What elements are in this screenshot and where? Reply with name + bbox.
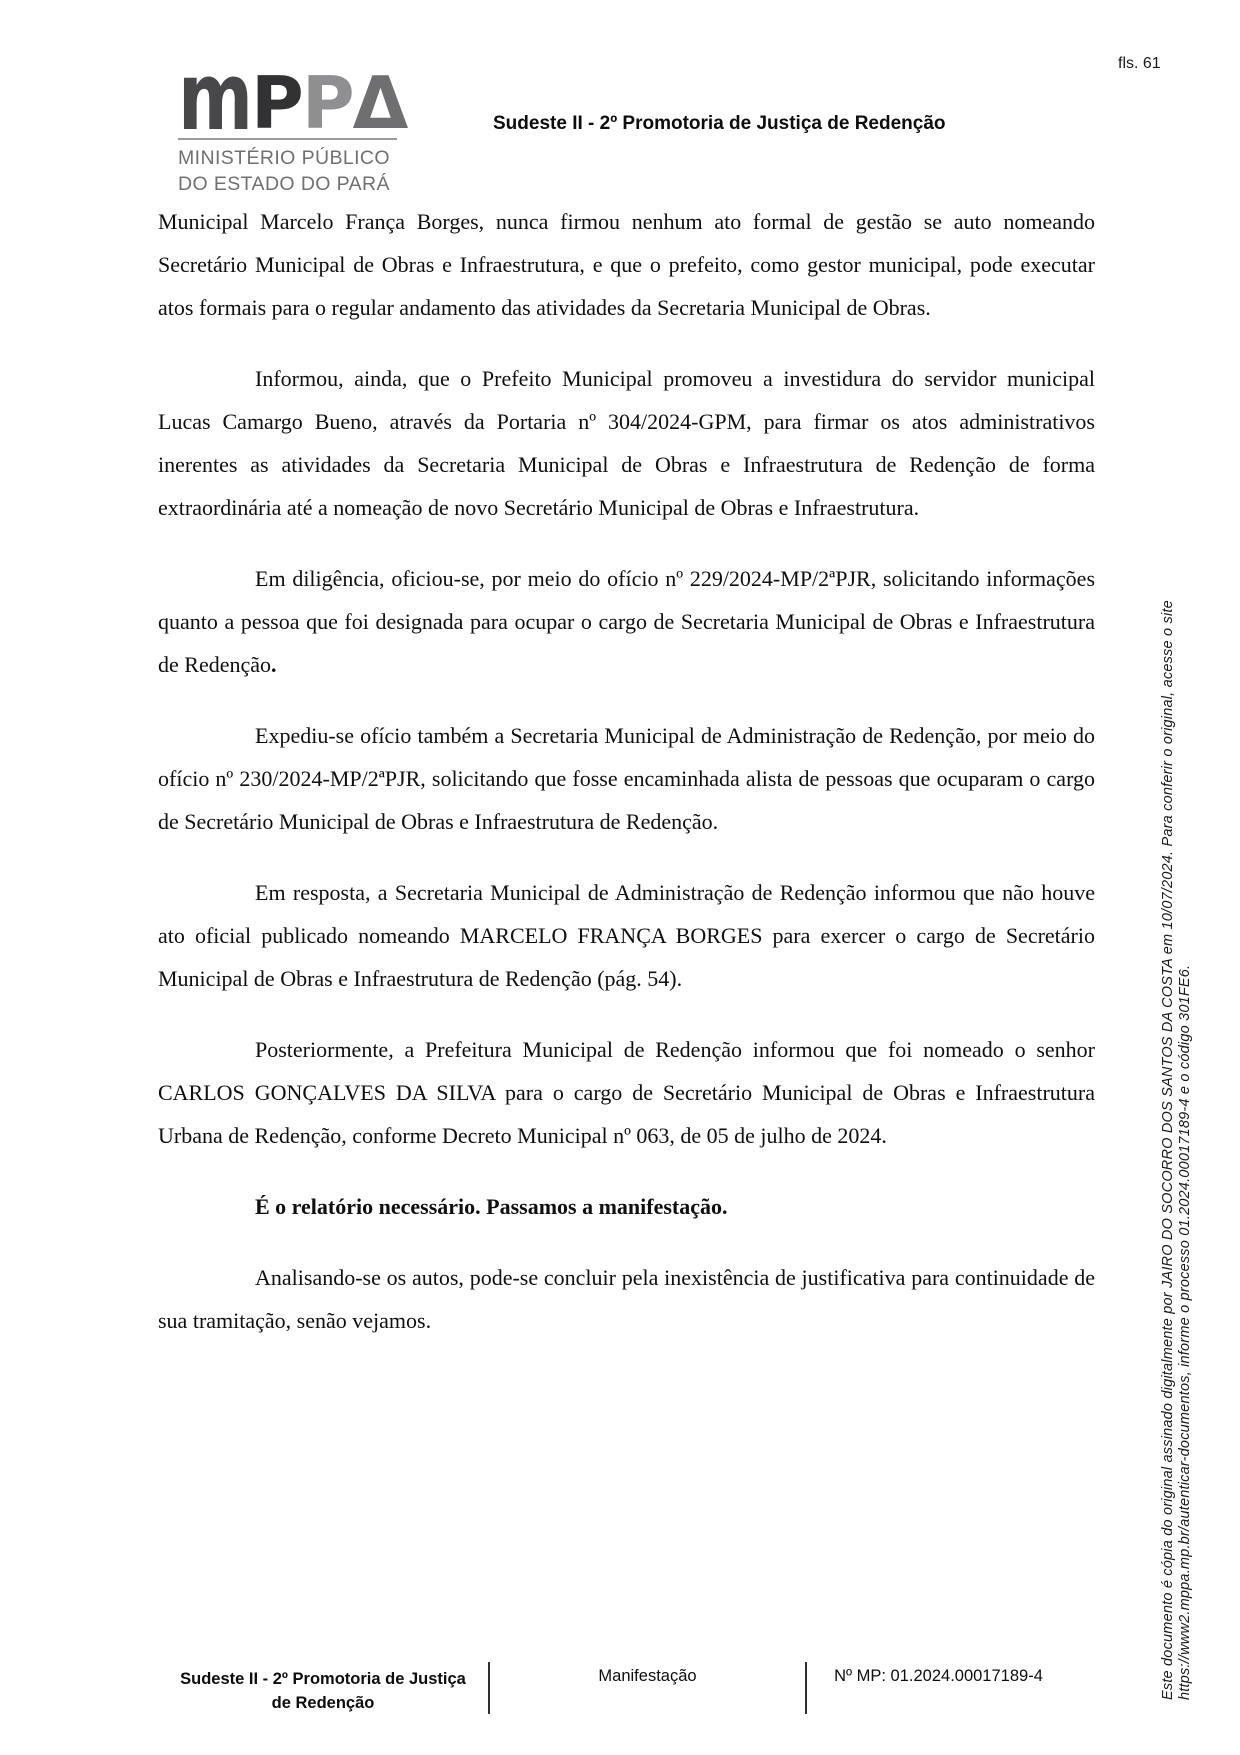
paragraph: Em diligência, oficiou-se, por meio do ofício nº 229/2024-MP/2ªPJR, solicitando informações quanto a pessoa que foi designada para ocupar o cargo de Secretaria Municipal de Obras e Infraestrutura de Redenção. <box>158 566 1095 677</box>
paragraph: Expediu-se ofício também a Secretaria Municipal de Administração de Redenção, por meio do ofício nº 230/2024-MP/2ªPJR, solicitando que fosse encaminhada alista de pessoas que ocuparam o cargo de Secretário Municipal de Obras e Infraestrutura de Redenção. <box>158 723 1095 834</box>
paragraph: É o relatório necessário. Passamos a manifestação. <box>255 1194 728 1219</box>
mppa-logo <box>178 41 407 197</box>
logo-letter: P <box>251 61 302 145</box>
logo-caption-line1: MINISTÉRIO PÚBLICO <box>178 147 390 169</box>
paragraph: Posteriormente, a Prefeitura Municipal de Redenção informou que foi nomeado o senhor CARLOS GONÇALVES DA SILVA para o cargo de Secretário Municipal de Obras e Infraestrutura Urbana de Redenção, conforme Decreto Municipal nº 063, de 05 de julho de 2024. <box>158 1037 1095 1148</box>
page-title: Sudeste II - 2º Promotoria de Justiça de Redenção <box>493 113 946 134</box>
footer-promotoria-line1: Sudeste II - 2º Promotoria de Justiça <box>180 1670 466 1688</box>
logo-letter: m <box>178 41 252 151</box>
paragraph: Analisando-se os autos, pode-se concluir pela inexistência de justificativa para continuidade de sua tramitação, senão vejamos. <box>158 1265 1095 1333</box>
authentication-note-line2: https://www2.mppa.mp.br/autenticar-documentos, informe o processo 01.2024.00017189-4 e o código 301FE6. <box>1177 964 1193 1700</box>
authentication-note <box>1160 380 1194 1700</box>
paragraph: Em resposta, a Secretaria Municipal de Administração de Redenção informou que não houve ato oficial publicado nomeando MARCELO FRANÇA BORGES para exercer o cargo de Secretário Municipal de Obras e Infraestrutura de Redenção (pág. 54). <box>158 880 1095 991</box>
folio-number: fls. 61 <box>1118 55 1161 72</box>
logo-letter: P <box>301 61 353 145</box>
footer-promotoria-line2: de Redenção <box>271 1694 375 1712</box>
mppa-logo-word <box>178 41 407 151</box>
paragraph: Informou, ainda, que o Prefeito Municipal promoveu a investidura do servidor municipal Lucas Camargo Bueno, através da Portaria nº 304/2024-GPM, para firmar os atos administrativos inerentes as atividades da Secretaria Municipal de Obras e Infraestrutura de Redenção de forma extraordinária até a nomeação de novo Secretário Municipal de Obras e Infraestrutura. <box>158 366 1095 520</box>
footer <box>158 1662 1074 1715</box>
document-body <box>158 200 1095 1370</box>
logo-letter: Δ <box>352 61 407 145</box>
authentication-note-line1: Este documento é cópia do original assinado digitalmente por JAIRO DO SOCORRO DOS SANTOS DA COSTA em 10/07/2024. Para conferir o original, acesse o site <box>1160 600 1176 1700</box>
footer-promotoria <box>158 1662 488 1715</box>
footer-process-number: Nº MP: 01.2024.00017189-4 <box>834 1667 1043 1685</box>
footer-doc-type: Manifestação <box>598 1667 697 1685</box>
paragraph: Municipal Marcelo França Borges, nunca firmou nenhum ato formal de gestão se auto nomeando Secretário Municipal de Obras e Infraestrutura, e que o prefeito, como gestor municipal, pode executar atos formais para o regular andamento das atividades da Secretaria Municipal de Obras. <box>158 209 1095 320</box>
logo-caption-line2: DO ESTADO DO PARÁ <box>178 173 390 195</box>
